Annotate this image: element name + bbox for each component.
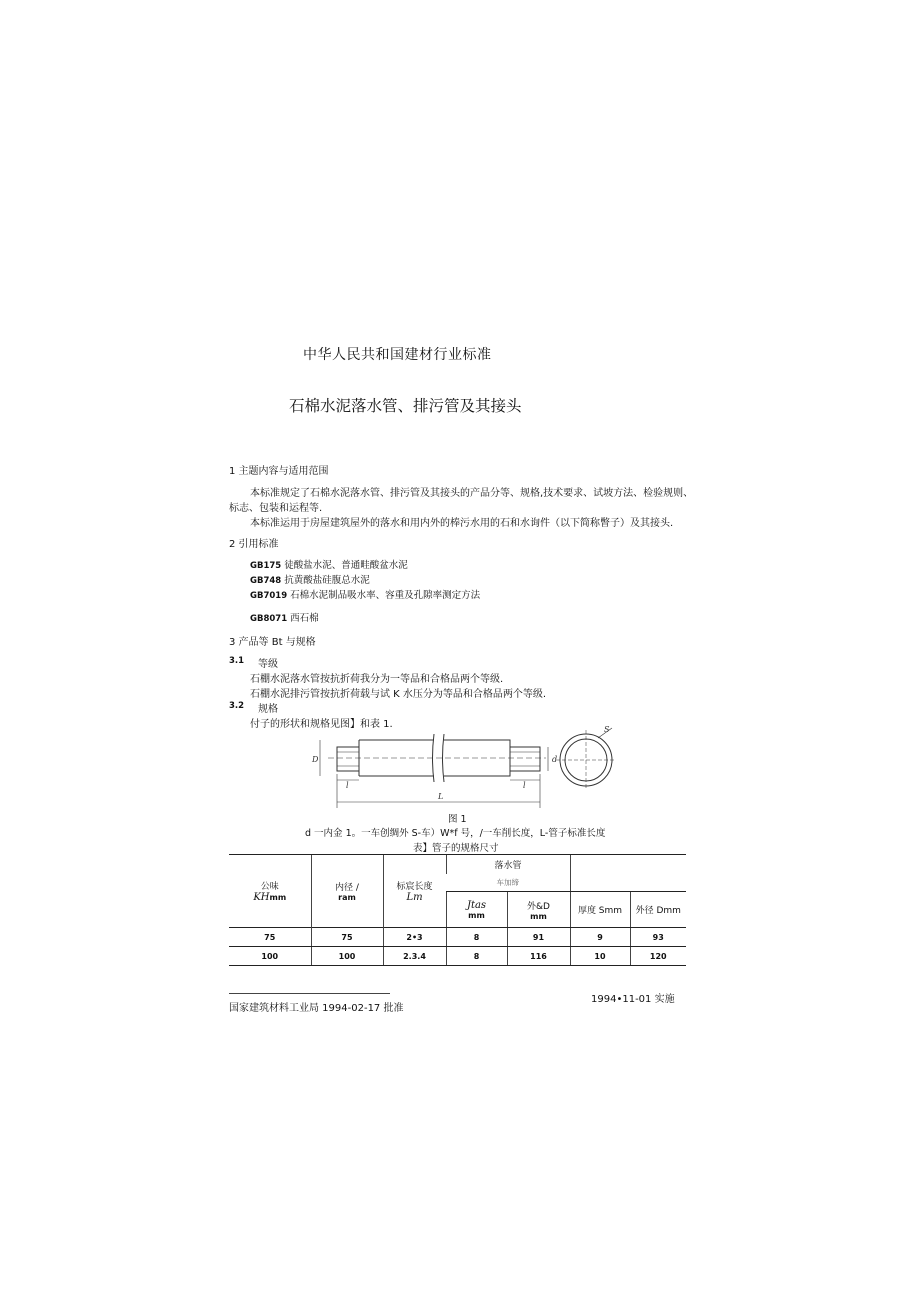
header-outer-diameter: 外径 Dmm: [630, 892, 686, 928]
section-1-paragraph-1a: 本标准规定了石棉水泥落水管、排污管及其接头的产品分等、规格,技术要求、试坡方法、检验规则、: [250, 488, 694, 499]
reference-code: GB175: [250, 561, 282, 571]
reference-text: 西石棉: [290, 613, 319, 624]
header-subgroup-empty: [570, 874, 686, 892]
section-1-paragraph-2: 本标准运用于房屋建筑屋外的落水和用内外的棒污水用的石和水询件（以下简称瞥子）及其接头.: [250, 518, 674, 529]
document-header: 中华人民共和国建材行业标准: [303, 347, 492, 363]
reference-text: 石棉水泥制品吸水率、容重及孔隙率测定方法: [290, 590, 481, 601]
section-3-1-line-2: 石棚水泥排污管按抗折荷载与试 K 水压分为等品和合格品两个等级.: [250, 689, 547, 700]
header-thickness: 厚度 Smm: [570, 892, 630, 928]
header-standard-length: 标宸长度 Lm: [383, 855, 446, 928]
section-1-heading: 1 主题内容与适用范围: [229, 466, 329, 477]
spec-table: [229, 854, 686, 966]
reference-item: [250, 557, 408, 571]
document-title: 石棉水泥落水管、排污管及其接头: [289, 397, 522, 415]
pipe-drawing: [298, 724, 618, 810]
figure-caption: 图 1: [448, 814, 467, 825]
section-3-1-number: 3.1: [229, 656, 245, 666]
reference-text: 抗黄酸盐硅腹总水泥: [284, 575, 370, 586]
table-row: 75 75 2•3 8 91 9 93: [229, 928, 686, 947]
reference-code: GB8071: [250, 614, 288, 624]
figure-legend: d 一内金 1。一车创绸外 S-车）W*f 号，/一车削长度，L-管子标准长度: [305, 828, 606, 839]
header-turned-outer: 外&D mm: [507, 892, 570, 928]
section-2-heading: 2 引用标准: [229, 539, 279, 550]
header-turned-length: Jtas mm: [446, 892, 507, 928]
implementation-date: 1994•11-01 实施: [591, 994, 675, 1005]
table-row: 100 100 2.3.4 8 116 10 120: [229, 947, 686, 966]
reference-code: GB748: [250, 576, 282, 586]
section-3-2-line-1: 付子的形状和规格见图】和表 1.: [250, 719, 393, 730]
reference-item: [250, 587, 480, 601]
dimension-label-d-small: d: [552, 755, 558, 764]
reference-item: [250, 610, 319, 624]
dimension-label-l-left: l: [346, 781, 349, 790]
section-3-2-number: 3.2: [229, 701, 245, 711]
header-inner-diameter: 内径 / ram: [311, 855, 383, 928]
dimension-label-length: L: [438, 792, 444, 801]
dimension-label-d: D: [312, 755, 319, 764]
section-3-1-title: 等级: [258, 659, 278, 670]
section-3-heading: 3 产品等 Bt 与规格: [229, 637, 316, 648]
table-title: 表】管子的规格尺寸: [413, 843, 499, 854]
header-nominal: 公味 KHmm: [229, 855, 311, 928]
header-group-empty: [570, 855, 686, 874]
header-subgroup: 车加缔: [446, 874, 570, 892]
approval-text: 国家建筑材料工业局 1994-02-17 批准: [229, 1003, 404, 1014]
reference-text: 徒酸盐水泥、普通畦酸盆水泥: [284, 560, 408, 571]
dimension-label-l-right: l: [523, 781, 526, 790]
reference-item: [250, 572, 370, 586]
reference-code: GB7019: [250, 591, 288, 601]
section-3-1-line-1: 石棚水泥落水管按抗折荷我分为一等品和合格品两个等级.: [250, 674, 504, 685]
footer-divider: [229, 993, 390, 994]
header-group-downpipe: 落水管: [446, 855, 570, 874]
section-1-paragraph-1b: 标志、包装和运程等.: [229, 503, 323, 514]
dimension-label-thickness: S: [604, 725, 610, 734]
section-3-2-title: 规格: [258, 704, 278, 715]
